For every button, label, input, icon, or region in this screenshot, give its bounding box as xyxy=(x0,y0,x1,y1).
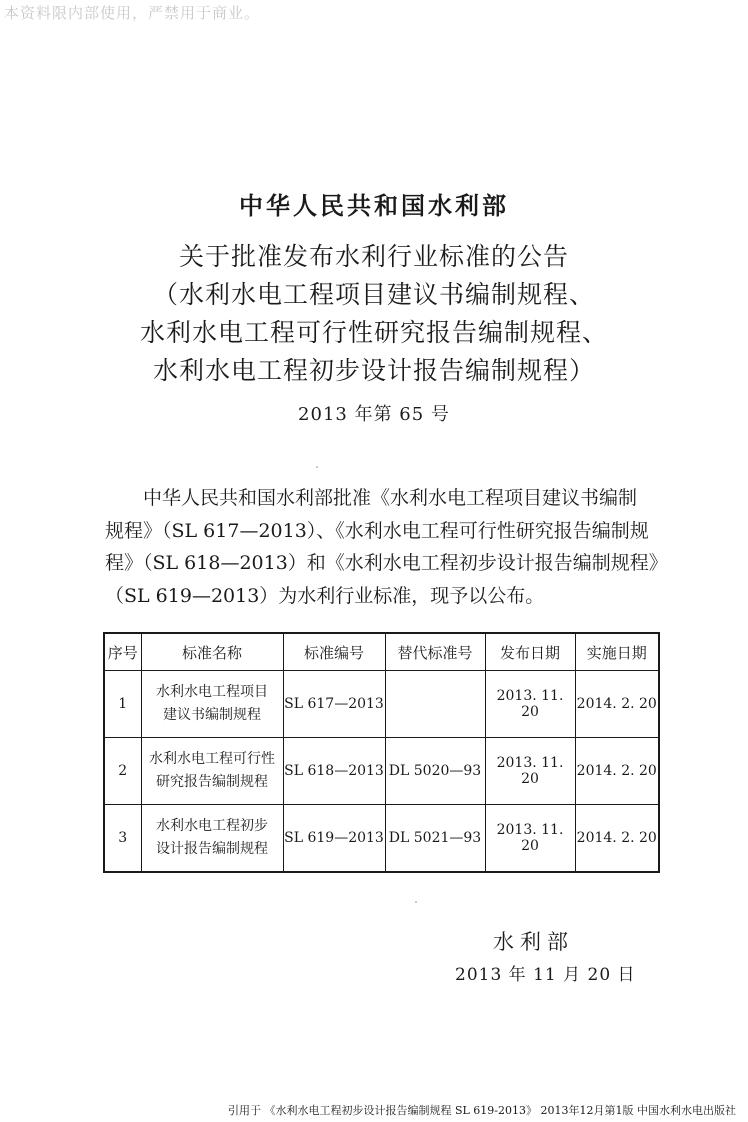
standard-name-line: 水利水电工程初步 xyxy=(156,818,268,834)
standard-name xyxy=(141,671,283,738)
replaced-standard xyxy=(385,671,485,738)
standard-code: SL 617—2013 xyxy=(283,671,385,738)
effective-date: 2014. 2. 20 xyxy=(575,738,659,805)
announcement-title xyxy=(0,238,748,390)
row-number: 1 xyxy=(104,671,141,738)
standard-name-line: 水利水电工程可行性 xyxy=(149,751,275,767)
scan-speck xyxy=(415,901,417,903)
header-cell: 标准名称 xyxy=(141,633,283,671)
standards-table xyxy=(103,632,660,873)
standard-code: SL 619—2013 xyxy=(283,805,385,873)
issue-date: 2013. 11. 20 xyxy=(485,671,575,738)
table-row xyxy=(104,805,659,873)
header-cell: 实施日期 xyxy=(575,633,659,671)
standard-name-line: 研究报告编制规程 xyxy=(156,774,268,790)
effective-date: 2014. 2. 20 xyxy=(575,805,659,873)
row-number: 3 xyxy=(104,805,141,873)
effective-date: 2014. 2. 20 xyxy=(575,671,659,738)
citation-footer: 引用于 《水利水电工程初步设计报告编制规程 SL 619-2013》 2013年12月第1版 中国水利水电出版社 xyxy=(227,1104,736,1117)
title-line: 关于批准发布水利行业标准的公告 xyxy=(178,242,569,271)
watermark-text: 本资料限内部使用，严禁用于商业。 xyxy=(4,4,261,22)
announcement-body xyxy=(105,482,668,612)
standard-name xyxy=(141,738,283,805)
header-cell: 序号 xyxy=(104,633,141,671)
signing-date: 2013 年 11 月 20 日 xyxy=(455,965,636,985)
header-cell: 标准编号 xyxy=(283,633,385,671)
standard-name xyxy=(141,805,283,873)
title-line: （水利水电工程项目建议书编制规程、 xyxy=(152,280,595,309)
issue-date: 2013. 11. 20 xyxy=(485,738,575,805)
table-row xyxy=(104,738,659,805)
replaced-standard: DL 5020—93 xyxy=(385,738,485,805)
body-line: 中华人民共和国水利部批准《水利水电工程项目建议书编制 xyxy=(143,487,638,509)
table-header-row xyxy=(104,633,659,671)
row-number: 2 xyxy=(104,738,141,805)
signing-organization: 水利部 xyxy=(493,930,574,954)
body-line: （SL 619—2013）为水利行业标准，现予以公布。 xyxy=(105,584,545,607)
table-row xyxy=(104,671,659,738)
standard-code: SL 618—2013 xyxy=(283,738,385,805)
title-line: 水利水电工程可行性研究报告编制规程、 xyxy=(139,318,608,347)
body-line: 程》（SL 618—2013）和《水利水电工程初步设计报告编制规程》 xyxy=(105,552,668,574)
issue-number: 2013 年第 65 号 xyxy=(298,404,450,425)
header-cell: 发布日期 xyxy=(485,633,575,671)
issuing-ministry: 中华人民共和国水利部 xyxy=(239,192,509,220)
body-line: 规程》（SL 617—2013）、《水利水电工程可行性研究报告编制规 xyxy=(105,519,649,542)
title-line: 水利水电工程初步设计报告编制规程） xyxy=(152,356,595,385)
replaced-standard: DL 5021—93 xyxy=(385,805,485,873)
standard-name-line: 建议书编制规程 xyxy=(163,707,261,723)
header-cell: 替代标准号 xyxy=(385,633,485,671)
issue-date: 2013. 11. 20 xyxy=(485,805,575,873)
standard-name-line: 设计报告编制规程 xyxy=(156,841,268,857)
scan-speck xyxy=(316,466,318,468)
standard-name-line: 水利水电工程项目 xyxy=(156,684,268,700)
